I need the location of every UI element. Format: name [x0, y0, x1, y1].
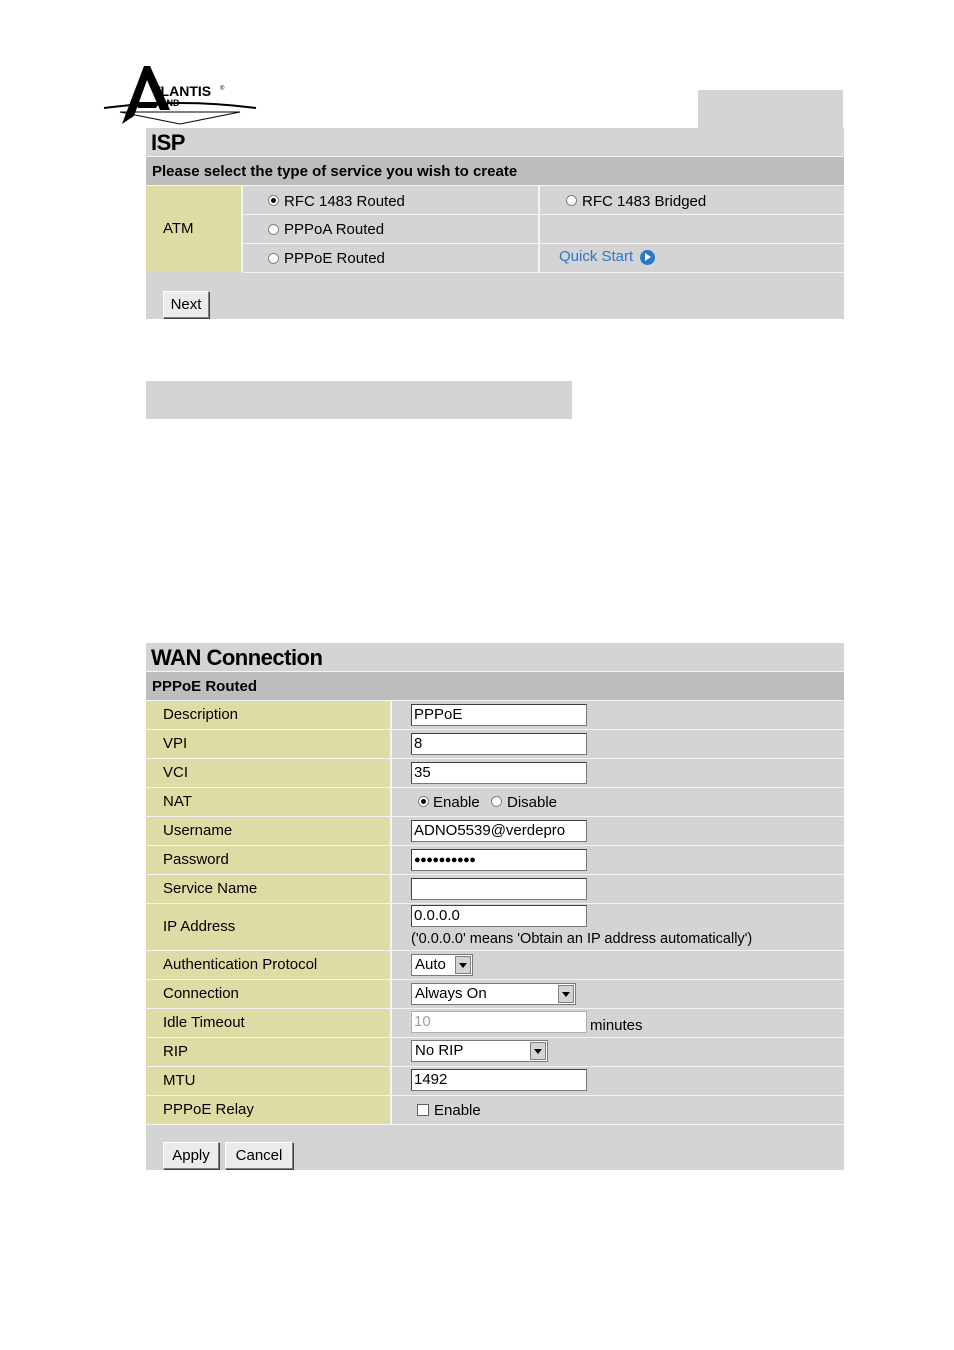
- isp-subtitle-bar: [146, 157, 844, 186]
- row-nat: [146, 788, 844, 817]
- option-rfc1483-bridged: RFC 1483 Bridged: [582, 193, 707, 210]
- nat-disable-label: Disable: [507, 794, 558, 811]
- row-auth: [146, 951, 844, 980]
- wan-subtitle-bar: [146, 672, 844, 701]
- row-idle-timeout: [146, 1009, 844, 1038]
- label-auth: Authentication Protocol: [163, 956, 318, 973]
- isp-panel: [146, 128, 844, 319]
- connection-select-value: Always On: [415, 985, 487, 1002]
- row-pppoe-relay: [146, 1096, 844, 1125]
- row-password: [146, 846, 844, 875]
- pppoe-relay-checkbox[interactable]: [417, 1104, 429, 1116]
- label-idle-timeout: Idle Timeout: [163, 1014, 245, 1031]
- wan-subtitle: PPPoE Routed: [152, 678, 258, 695]
- ip-address-hint: ('0.0.0.0' means 'Obtain an IP address automatically'): [411, 931, 753, 947]
- label-connection: Connection: [163, 985, 239, 1002]
- label-vpi: VPI: [163, 735, 188, 752]
- isp-title: ISP: [151, 130, 185, 155]
- pppoe-relay-enable-label: Enable: [434, 1102, 481, 1119]
- label-nat: NAT: [163, 793, 192, 810]
- arrow-right-circle-icon[interactable]: [640, 250, 655, 265]
- chevron-down-icon[interactable]: [455, 956, 471, 974]
- chevron-down-icon[interactable]: [558, 985, 574, 1003]
- label-password: Password: [163, 851, 229, 868]
- isp-row-1: [243, 186, 844, 215]
- cancel-button[interactable]: Cancel: [225, 1142, 293, 1169]
- label-rip: RIP: [163, 1043, 189, 1060]
- option-pppoe-routed: PPPoE Routed: [284, 250, 385, 267]
- wan-title-bar: [146, 643, 844, 672]
- chevron-down-icon[interactable]: [530, 1042, 546, 1060]
- ip-address-input[interactable]: 0.0.0.0: [411, 905, 587, 927]
- isp-subtitle: Please select the type of service you wish to create: [152, 163, 518, 180]
- description-input[interactable]: PPPoE: [411, 704, 587, 726]
- rip-select[interactable]: [411, 1040, 548, 1062]
- row-connection: [146, 980, 844, 1009]
- rip-select-value: No RIP: [415, 1042, 464, 1059]
- option-pppoa-routed: PPPoA Routed: [284, 221, 385, 238]
- row-vpi: [146, 730, 844, 759]
- vci-input[interactable]: 35: [411, 762, 587, 784]
- isp-title-bar: [146, 128, 844, 157]
- radio-rfc1483-routed[interactable]: [268, 195, 279, 206]
- auth-select-value: Auto: [415, 956, 446, 973]
- idle-timeout-unit: minutes: [590, 1017, 643, 1034]
- option-rfc1483-routed: RFC 1483 Routed: [284, 193, 405, 210]
- idle-timeout-input[interactable]: 10: [411, 1011, 587, 1033]
- quick-start-link[interactable]: Quick Start: [559, 248, 634, 265]
- wan-title: WAN Connection: [151, 645, 323, 670]
- label-pppoe-relay: PPPoE Relay: [163, 1101, 254, 1118]
- username-input[interactable]: ADNO5539@verdepro: [411, 820, 587, 842]
- vpi-input[interactable]: 8: [411, 733, 587, 755]
- connection-select[interactable]: [411, 983, 576, 1005]
- header-gray-block: [698, 90, 843, 128]
- row-mtu: [146, 1067, 844, 1096]
- row-username: [146, 817, 844, 846]
- nat-enable-label: Enable: [433, 794, 480, 811]
- apply-button[interactable]: Apply: [163, 1142, 219, 1169]
- row-service-name: [146, 875, 844, 904]
- next-button[interactable]: Next: [163, 291, 209, 318]
- atm-label-cell: [146, 186, 243, 272]
- nat-enable-radio[interactable]: [418, 796, 429, 807]
- nat-disable-radio[interactable]: [491, 796, 502, 807]
- row-description: [146, 701, 844, 730]
- row-ip-address: [146, 904, 844, 951]
- label-vci: VCI: [163, 764, 189, 781]
- radio-pppoa-routed[interactable]: [268, 224, 279, 235]
- atm-label: ATM: [163, 220, 194, 237]
- auth-select[interactable]: [411, 954, 473, 976]
- label-username: Username: [163, 822, 233, 839]
- svg-text:AND: AND: [160, 98, 180, 108]
- radio-rfc1483-bridged[interactable]: [566, 195, 577, 206]
- label-mtu: MTU: [163, 1072, 196, 1089]
- password-input[interactable]: ●●●●●●●●●●: [411, 849, 587, 871]
- wan-panel: [146, 643, 844, 1170]
- isp-row-3: [243, 244, 844, 273]
- svg-text:TLANTIS: TLANTIS: [152, 83, 212, 99]
- row-vci: [146, 759, 844, 788]
- mtu-input[interactable]: 1492: [411, 1069, 587, 1091]
- gray-bar: [146, 381, 572, 419]
- isp-row-2: [243, 215, 844, 244]
- row-rip: [146, 1038, 844, 1067]
- svg-text:®: ®: [220, 86, 225, 92]
- label-ip-address: IP Address: [163, 918, 236, 935]
- service-name-input[interactable]: [411, 878, 587, 900]
- radio-pppoe-routed[interactable]: [268, 253, 279, 264]
- atlantis-logo: [100, 62, 260, 128]
- label-description: Description: [163, 706, 239, 723]
- label-service-name: Service Name: [163, 880, 258, 897]
